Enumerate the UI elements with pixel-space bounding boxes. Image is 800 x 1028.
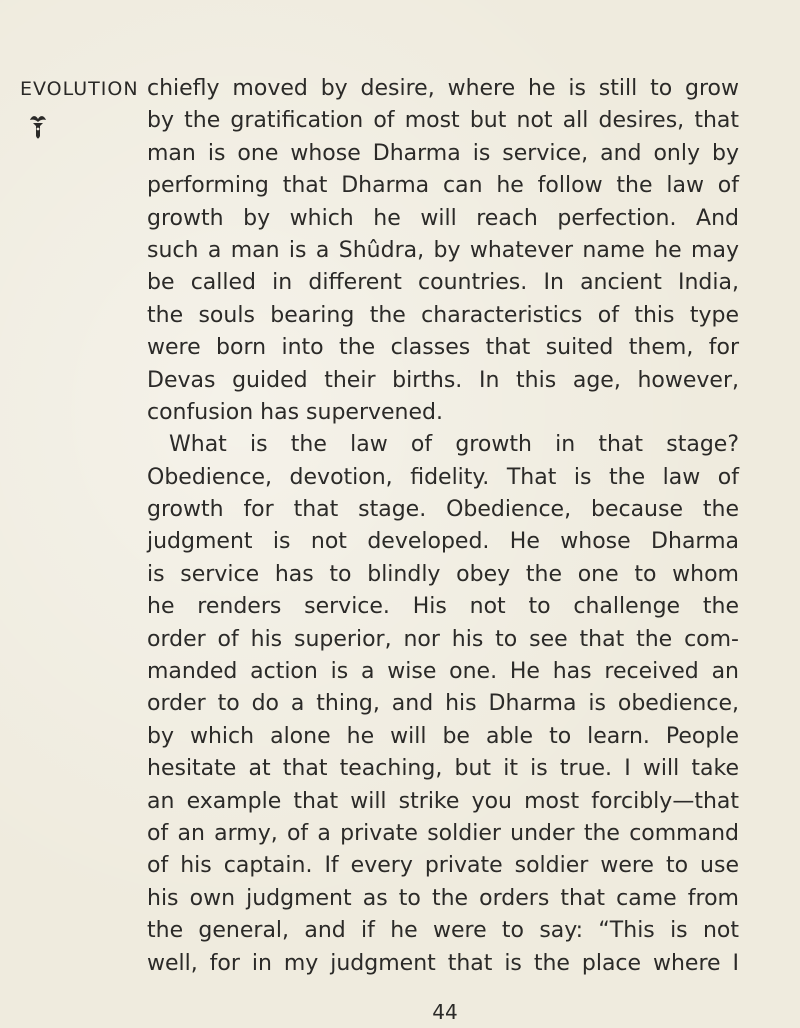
text-line: judgment is not developed. He whose Dharma	[147, 529, 739, 555]
page-number: 44	[432, 1000, 458, 1024]
text-line: be called in different countries. In ancient India,	[147, 270, 739, 296]
text-line: he renders service. His not to challenge the	[147, 594, 739, 620]
text-line: an example that will strike you most forcibly—that	[147, 788, 739, 814]
text-line: Devas guided their births. In this age, however,	[147, 367, 739, 393]
text-line: order to do a thing, and his Dharma is obedience,	[147, 691, 739, 717]
text-line: What is the law of growth in that stage?	[169, 432, 739, 458]
text-line: growth by which he will reach perfection. And	[147, 205, 739, 231]
text-line: hesitate at that teaching, but it is true. I will take	[147, 756, 739, 782]
text-line: were born into the classes that suited them, for	[147, 335, 739, 361]
text-line: man is one whose Dharma is service, and only by	[147, 140, 739, 166]
text-line: manded action is a wise one. He has received an	[147, 659, 739, 685]
text-line: of an army, of a private soldier under the command	[147, 820, 739, 846]
text-line: order of his superior, nor his to see that the com-	[147, 626, 739, 652]
text-line: such a man is a Shûdra, by whatever name he may	[147, 237, 739, 263]
text-line: by the gratification of most but not all desires, that	[147, 108, 739, 134]
fleuron-icon	[27, 114, 49, 142]
text-line: by which alone he will be able to learn. People	[147, 723, 739, 749]
text-line: his own judgment as to the orders that came from	[147, 885, 739, 911]
text-line: chiefly moved by desire, where he is still to grow	[147, 76, 739, 101]
body-text	[147, 73, 739, 980]
text-line: the souls bearing the characteristics of this type	[147, 302, 739, 328]
text-line: confusion has supervened.	[147, 399, 443, 425]
running-head: EVOLUTION	[20, 78, 139, 100]
text-line: well, for in my judgment that is the place where I	[147, 950, 739, 976]
text-line: the general, and if he were to say: “This is not	[147, 918, 739, 944]
text-line: growth for that stage. Obedience, because the	[147, 497, 739, 523]
text-line: performing that Dharma can he follow the law of	[147, 173, 739, 199]
text-line: Obedience, devotion, fidelity. That is the law of	[147, 464, 739, 490]
text-line: is service has to blindly obey the one to whom	[147, 561, 739, 587]
text-line: of his captain. If every private soldier were to use	[147, 853, 739, 879]
